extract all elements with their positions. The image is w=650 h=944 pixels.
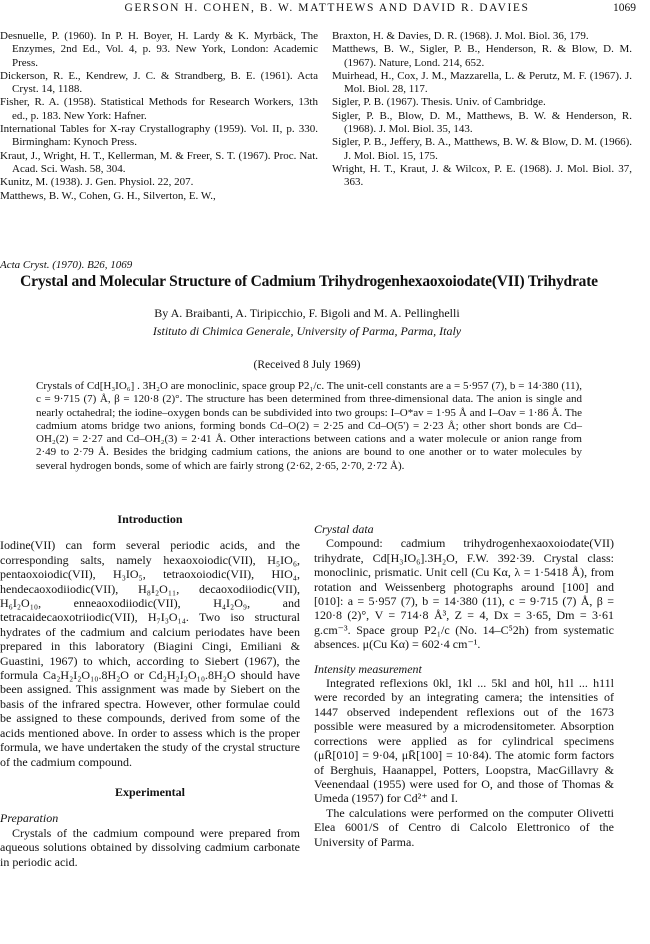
running-head: [18, 2, 636, 14]
reference-item: Sigler, P. B., Blow, D. M., Matthews, B. W. & Henderson, R. (1968). J. Mol. Biol. 35, 143.: [332, 109, 632, 136]
preparation-heading: Preparation: [0, 811, 59, 826]
reference-item: Wright, H. T., Kraut, J. & Wilcox, P. E. (1968). J. Mol. Biol. 37, 363.: [332, 162, 632, 189]
page-number: 1069: [613, 2, 636, 14]
reference-item: Kunitz, M. (1938). J. Gen. Physiol. 22, 207.: [0, 176, 194, 189]
introduction-paragraph: Iodine(VII) can form several periodic acids, and the corresponding salts, namely hexaoxoiodic(VII), H₅IO₆, pentaoxoiodic(VII), H₃IO₅, tetraoxoiodic(VII), HIO₄, hendecaoxodiiodic(VII), H₈I₂O₁₁, decaoxodiiodic(VII), H₆I₂O₁₀, enneaoxodiiodic(VII), H₄I₂O₉, and tetracaidecaoxotriiodic(VII), H₇I₃O₁₄. Two iso structural hydrates of the cadmium and calcium periodates have been prepared in this laboratory (Biagini Cingi, Emiliani & Guastini, 1967) to which, according to Siebert (1967), the formula Ca₂H₂I₂O₁₀.8H₂O or Cd₂H₂I₂O₁₀.8H₂O should have been assigned. This assignment was made by Siebert on the basis of the infrared spectra. However, other formulae could be assigned to these compounds, derived from some of the acids mentioned above. In order to assess which is the proper formula, we have undertaken the study of the crystal structure of the cadmium compound.: [0, 538, 300, 769]
reference-item: Sigler, P. B. (1967). Thesis. Univ. of Cambridge.: [332, 96, 546, 109]
references-section: [0, 30, 650, 203]
author-affiliation: Istituto di Chimica Generale, University of Parma, Parma, Italy: [152, 324, 462, 338]
crystal-data-paragraph: Compound: cadmium trihydrogenhexaoxoiodate(VII) trihydrate, Cd[H₃IO₆].3H₂O, F.W. 392·39. Crystal class: monoclinic, prismatic. Unit cell (Cu Kα, λ = 1·5418 Å), from rotation and Weissenberg photographs around [100] and [010]: a = 5·957 (7), b = 14·380 (11), c = 9·715 (7) Å, β = 120·8 (2)°, V = 714·8 Å³, Z = 4, Dx = 3·65, Dm = 3·61 g.cm⁻³. Space group P2₁/c (No. 14–C⁵2h) from systematic absences. μ(Cu Kα) = 602·4 cm⁻¹.: [314, 536, 614, 652]
preparation-paragraph: Crystals of the cadmium compound were prepared from aqueous solutions obtained by dissolving cadmium carbonate in periodic acid.: [0, 825, 300, 869]
left-body-column: [0, 512, 300, 869]
reference-item: Kraut, J., Wright, H. T., Kellerman, M. & Freer, S. T. (1967). Proc. Nat. Acad. Sci. Wash. 58, 304.: [0, 149, 318, 175]
reference-item: Matthews, B. W., Cohen, G. H., Silverton, E. W.,: [0, 189, 216, 202]
intensity-heading: Intensity measurement: [314, 661, 422, 676]
abstract: Crystals of Cd[H₃IO₆] . 3H₂O are monoclinic, space group P2₁/c. The unit-cell constants are a = 5·957 (7), b = 14·380 (11), c = 9·715 (7) Å, β = 120·8 (2)°. The structure has been determined from three-dimensional data. The anion is single and nearly octahedral; the iodine–oxygen bonds can be subdivided into two groups: I–O*av = 1·95 Å and I–Oav = 1·86 Å. The cadmium atoms bridge two anions, forming bonds Cd–O(2) = 2·25 and Cd–O(5') = 2·23 Å; other short bonds are Cd–OH₂(2) = 2·27 and Cd–OH₂(3) = 2·41 Å. Other interactions between cations and a water molecule or anion range from 2·49 to 2·79 Å. Besides the bridging cadmium cations, the anions are bound to one another or to water molecules by several hydrogen bonds, some of which are fairly strong (2·62, 2·65, 2·70, 2·72 Å).: [36, 380, 582, 472]
article-authors: By A. Braibanti, A. Tiripicchio, F. Bigoli and M. A. Pellinghelli: [154, 306, 460, 320]
reference-item: Muirhead, H., Cox, J. M., Mazzarella, L. & Perutz, M. F. (1967). J. Mol. Biol. 28, 117.: [332, 69, 632, 96]
reference-item: Desnuelle, P. (1960). In P. H. Boyer, H. Lardy & K. Myrbäck, The Enzymes, 2nd Ed., Vol. 4, p. 93. New York, London: Academic Press.: [0, 30, 318, 69]
reference-item: International Tables for X-ray Crystallography (1959). Vol. II, p. 330. Birmingham: Kynoch Press.: [0, 123, 318, 149]
running-head-authors: GERSON H. COHEN, B. W. MATTHEWS AND DAVID R. DAVIES: [124, 2, 530, 14]
reference-item: Dickerson, R. E., Kendrew, J. C. & Strandberg, B. E. (1961). Acta Cryst. 14, 1188.: [0, 69, 318, 96]
body-columns: [0, 512, 614, 869]
reference-item: Sigler, P. B., Jeffery, B. A., Matthews, B. W. & Blow, D. M. (1966). J. Mol. Biol. 15, 175.: [332, 136, 632, 162]
crystal-data-heading: Crystal data: [314, 522, 374, 536]
reference-item: Braxton, H. & Davies, D. R. (1968). J. Mol. Biol. 36, 179.: [332, 30, 589, 42]
reference-item: Matthews, B. W., Sigler, P. B., Henderson, R. & Blow, D. M. (1967). Nature, Lond. 214, 652.: [332, 43, 632, 69]
references-left-column: [0, 30, 318, 203]
article-title: Crystal and Molecular Structure of Cadmium Trihydrogenhexaoxoiodate(VII) Trihydrate: [20, 273, 598, 290]
introduction-heading: Introduction: [117, 512, 183, 526]
right-body-column: [314, 512, 614, 869]
references-right-column: [332, 30, 632, 203]
experimental-heading: Experimental: [115, 784, 185, 799]
calculations-paragraph: The calculations were performed on the computer Olivetti Elea 6001/S of Centro di Calcolo Elettronico of the University of Parma.: [314, 805, 614, 849]
received-date: (Received 8 July 1969): [253, 359, 361, 371]
journal-reference: Acta Cryst. (1970). B26, 1069: [0, 259, 133, 271]
intensity-paragraph: Integrated reflexions 0kl, 1kl ... 5kl and h0l, h1l ... h11l were recorded by an integrating camera; the intensities of 1447 observed independent reflexions out of the 1673 possible were measured by a microdensitometer. Absorption corrections were applied as for cylindrical specimens (μR̄[010] = 9·04, μR̄[100] = 10·84). The atomic form factors of Berghuis, Haanappel, Potters, Loopstra, MacGillavry & Veenendaal (1955) were used for O, and those of Thomas & Umeda (1957) for Cd²⁺ and I.: [314, 676, 614, 806]
reference-item: Fisher, R. A. (1958). Statistical Methods for Research Workers, 13th ed., p. 183. New York: Hafner.: [0, 96, 318, 122]
